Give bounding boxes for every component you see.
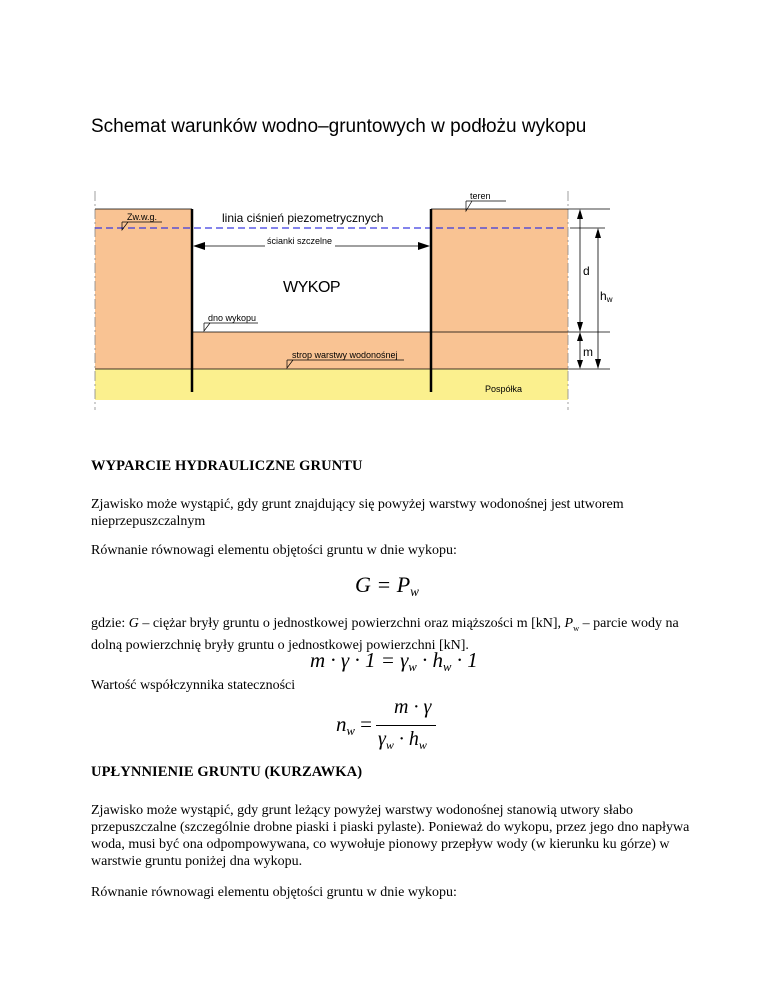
where-text2: – parcie wody na dolną powierzchnię bryły gruntu o jednostkowej powierzchni [kN]. [91,616,679,653]
excavation-bottom-label: dno wykopu [208,313,257,323]
piezometric-label: linia ciśnień piezometrycznych [222,211,384,225]
dim-hw-main: h [600,289,607,303]
frac-den-b: · h [393,728,419,750]
stability-label: Wartość współczynnika stateczności [91,678,296,693]
arrow-left-icon [193,242,205,250]
frac-lhs [336,712,372,739]
where-g: G [128,616,139,631]
where-text1: – ciężar bryły gruntu o jednostkowej powierzchni oraz miąższości m [kN], [138,616,565,631]
page-title: Schemat warunków wodno–gruntowych w podłożu wykopu [91,116,587,137]
dim-hw-arrow-down-icon [595,359,601,369]
formula2-a: m · γ · 1 = γ [310,648,409,672]
frac-den-a: γ [378,728,386,750]
formula2-sub1: w [408,660,417,674]
zwg-label: Zw.w.g. [127,212,158,222]
formula-g-equals-pw [355,572,419,600]
dim-m-arrow-down-icon [577,360,583,369]
formula1-sub: w [410,584,419,599]
dim-m-arrow-up-icon [577,332,583,341]
frac-lhs-sub: w [346,724,355,738]
teren-label: teren [470,191,491,201]
arrow-right-icon [418,242,430,250]
dim-hw-label [600,289,613,304]
formula-balance [310,648,478,675]
section2-para1: Zjawisko może wystąpić, gdy grunt leżący powyżej warstwy wodonośnej stanowią utwory słabo przepuszczalne (szczególnie drobne piaski i piaski pylaste). Ponieważ do wykopu, przez jego dno napływa woda, musi być ona odpompowywana, co wywołuje pionowy przepływ wody (w kierunku ku górze) w warstwie gruntu poniżej dna wykopu. [91,803,690,869]
dim-hw-sub: w [606,295,613,304]
where-prefix: gdzie: [91,616,129,631]
dim-d-label: d [583,264,590,278]
frac-line [376,725,436,726]
frac-lhs-n: n [336,712,347,736]
pospolka-label: Pospółka [485,384,523,394]
section2-heading: UPŁYNNIENIE GRUNTU (KURZAWKA) [91,764,363,780]
frac-equals: = [354,712,372,736]
formula2-sub2: w [443,660,452,674]
sheet-piles-label: ścianki szczelne [267,236,333,246]
frac-den-sub2: w [418,738,427,752]
where-pw: P [564,616,574,631]
section1-heading: WYPARCIE HYDRAULICZNE GRUNTU [91,458,363,474]
excavation-label: WYKOP [283,279,341,296]
frac-numerator: m · γ [394,696,432,718]
dim-hw-arrow-up-icon [595,228,601,238]
frac-den-sub1: w [385,738,394,752]
dim-m-label: m [583,345,593,359]
frac-denominator [378,728,427,753]
dim-d-arrow-up-icon [577,209,583,219]
formula2-c: · 1 [451,648,478,672]
section2-para2: Równanie równowagi elementu objętości gruntu w dnie wykopu: [91,885,457,900]
excavation-bottom-marker-icon [204,323,210,331]
aquifer-top-label: strop warstwy wodonośnej [292,350,398,360]
section1-para1: Zjawisko może wystąpić, gdy grunt znajdujący się powyżej warstwy wodonośnej jest utworem nieprzepuszczalnym [91,497,624,529]
formula1-lhs: G = P [355,572,411,597]
dim-d-arrow-down-icon [577,322,583,332]
where-pw-sub: w [573,623,580,633]
section1-para2: Równanie równowagi elementu objętości gruntu w dnie wykopu: [91,543,457,558]
formula2-b: · h [416,648,444,672]
